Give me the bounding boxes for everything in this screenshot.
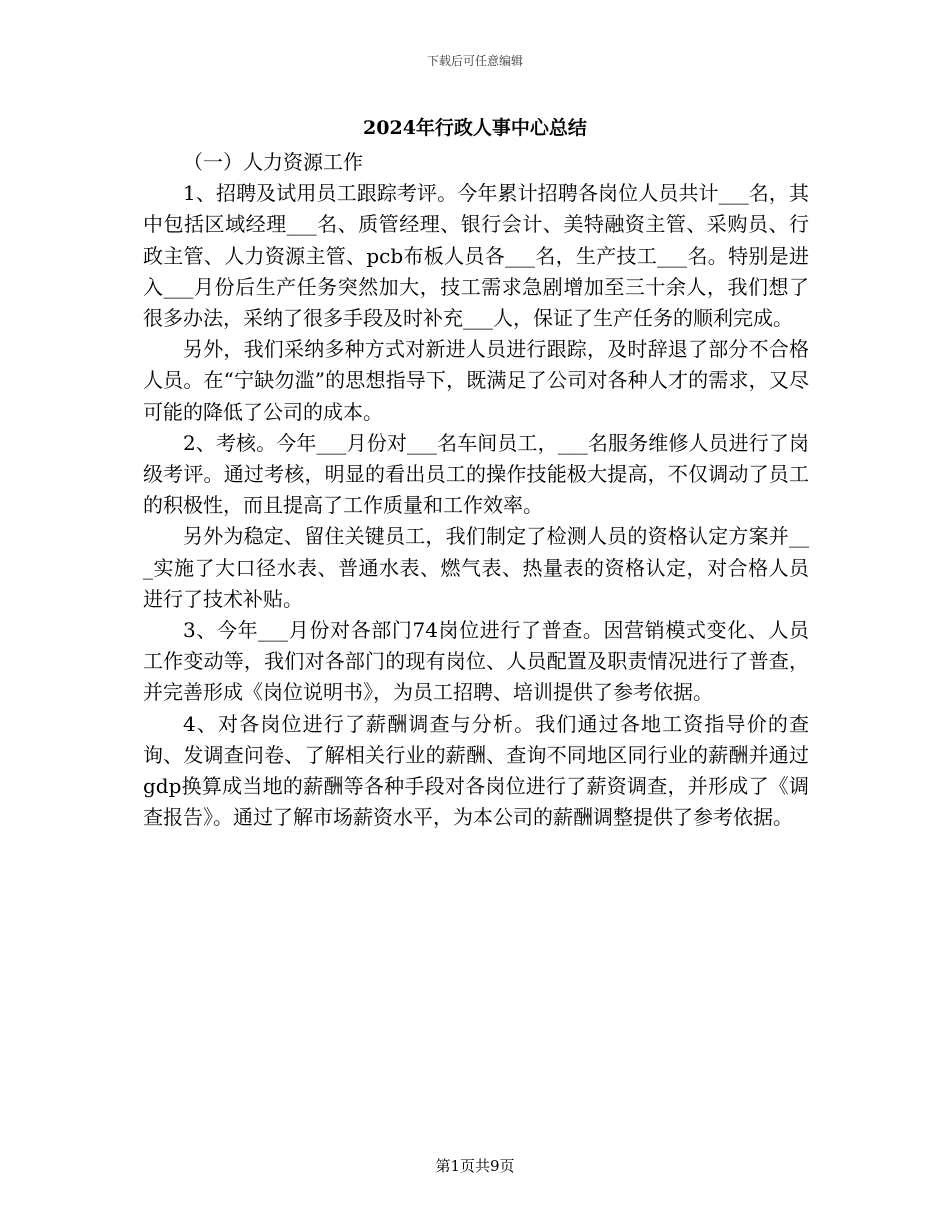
page-number: 第1页共9页 <box>435 1157 515 1175</box>
paragraph-qualification: 另外为稳定、留住关键员工，我们制定了检测人员的资格认定方案并___实施了大口径水表、普通水表、燃气表、热量表的资格认定，对合格人员进行了技术补贴。 <box>143 524 809 611</box>
paragraph-recruitment: 1、招聘及试用员工跟踪考评。今年累计招聘各岗位人员共计___名，其中包括区域经理___名、质管经理、银行会计、美特融资主管、采购员、行政主管、人力资源主管、pcb布板人员各___名，生产技工___名。特别是进入___月份后生产任务突然加大，技工需求急剧增加至三十余人，我们想了很多办法，采纳了很多手段及时补充___人，保证了生产任务的顺利完成。 <box>143 181 809 331</box>
paragraph-position-survey: 3、今年___月份对各部门74岗位进行了普查。因营销模式变化、人员工作变动等，我们对各部门的现有岗位、人员配置及职责情况进行了普查，并完善形成《岗位说明书》，为员工招聘、培训提供了参考依据。 <box>143 618 809 705</box>
document-title: 2024年行政人事中心总结 <box>363 117 587 139</box>
paragraph-tracking: 另外，我们采纳多种方式对新进人员进行跟踪，及时辞退了部分不合格人员。在“宁缺勿滥”的思想指导下，既满足了公司对各种人才的需求，又尽可能的降低了公司的成本。 <box>143 337 809 424</box>
page-header-note: 下载后可任意编辑 <box>426 54 523 68</box>
section-heading: （一）人力资源工作 <box>183 150 363 174</box>
paragraph-assessment: 2、考核。今年___月份对___名车间员工，___名服务维修人员进行了岗级考评。通过考核，明显的看出员工的操作技能极大提高，不仅调动了员工的积极性，而且提高了工作质量和工作效率。 <box>143 430 809 518</box>
paragraph-salary-survey: 4、对各岗位进行了薪酬调查与分析。我们通过各地工资指导价的查询、发调查问卷、了解相关行业的薪酬、查询不同地区同行业的薪酬并通过gdp换算成当地的薪酬等各种手段对各岗位进行了薪资调查，并形成了《调查报告》。通过了解市场薪资水平，为本公司的薪酬调整提供了参考依据。 <box>143 711 809 830</box>
document-body <box>143 147 809 833</box>
